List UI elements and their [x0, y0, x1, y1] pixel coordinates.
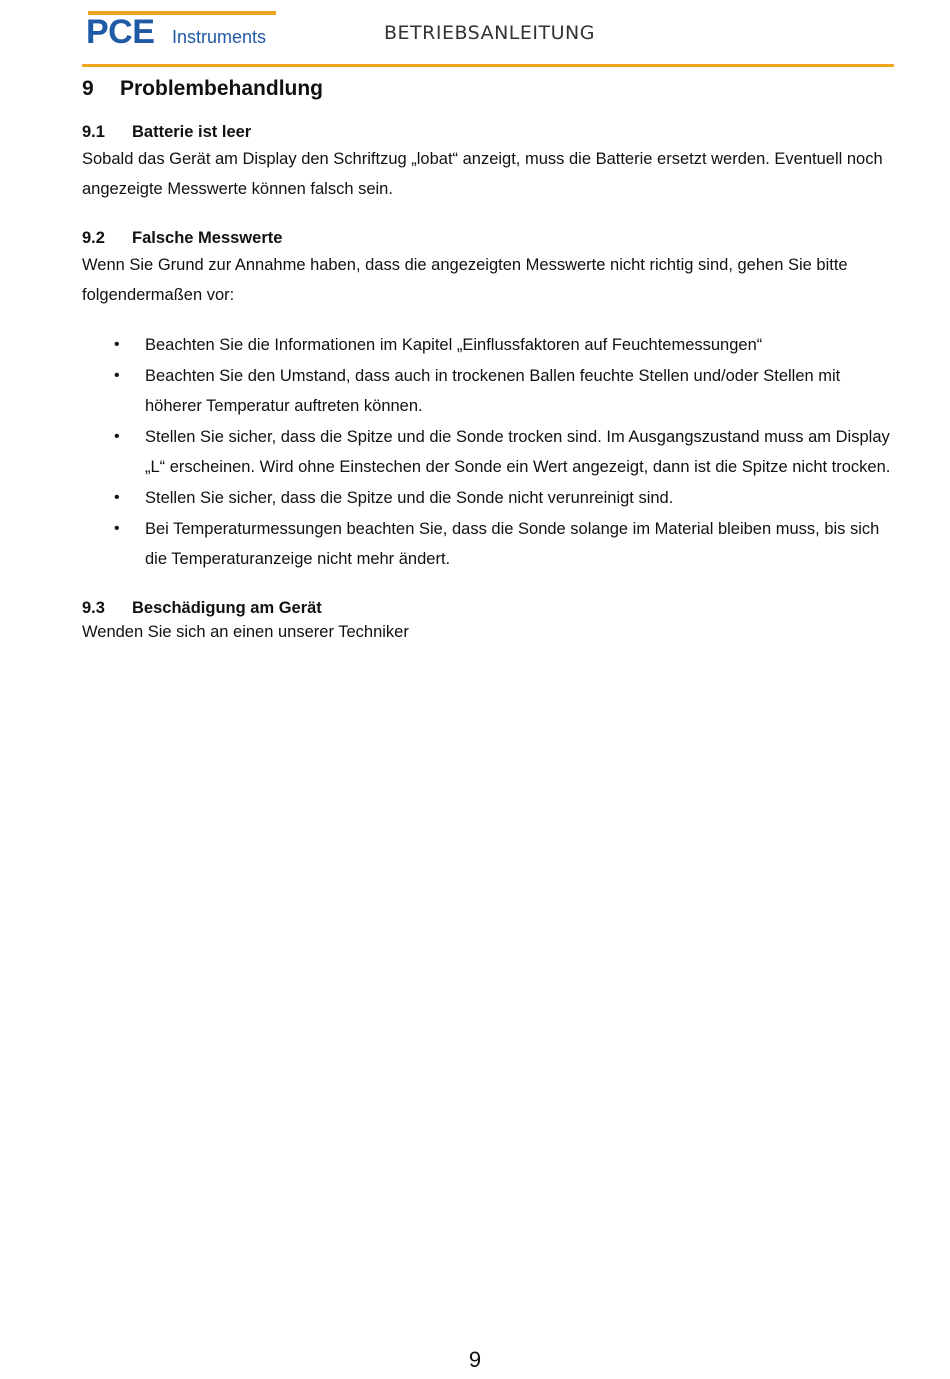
list-item	[82, 330, 897, 360]
chapter-title: Problembehandlung	[120, 77, 324, 100]
troubleshooting-list	[82, 330, 897, 574]
bullet-icon: •	[114, 428, 120, 445]
bullet-icon: •	[114, 367, 120, 384]
section-paragraph: Sobald das Gerät am Display den Schriftzug „lobat“ anzeigt, muss die Batterie ersetzt werden. Eventuell noch angezeigte Messwerte können falsch sein.	[82, 150, 883, 198]
list-item	[82, 422, 897, 482]
section-wrong-values	[82, 226, 897, 574]
section-title: Batterie ist leer	[132, 123, 252, 141]
section-number: 9.2	[82, 229, 105, 247]
page-number: 9	[468, 1347, 482, 1372]
list-item	[82, 483, 897, 513]
section-number: 9.3	[82, 599, 105, 617]
logo-sub-text: Instruments	[172, 27, 267, 47]
bullet-icon: •	[114, 520, 120, 537]
section-heading	[82, 120, 897, 144]
chapter-heading	[82, 74, 897, 104]
section-damage	[82, 596, 897, 644]
section-paragraph: Wenn Sie Grund zur Annahme haben, dass die angezeigten Messwerte nicht richtig sind, gehen Sie bitte folgendermaßen vor:	[82, 256, 848, 304]
bullet-icon: •	[114, 489, 120, 506]
main-content	[82, 74, 897, 644]
section-heading	[82, 226, 897, 250]
list-item	[82, 514, 897, 574]
section-battery	[82, 120, 897, 204]
header-divider	[82, 64, 894, 67]
list-item-text: Beachten Sie die Informationen im Kapitel „Einflussfaktoren auf Feuchtemessungen“	[145, 336, 763, 354]
page-header	[82, 10, 894, 68]
list-item-text: Stellen Sie sicher, dass die Spitze und die Sonde nicht verunreinigt sind.	[145, 489, 674, 507]
document-type-title: BETRIEBSANLEITUNG	[384, 22, 595, 44]
list-item	[82, 361, 897, 421]
section-title: Falsche Messwerte	[132, 229, 283, 247]
bullet-icon: •	[114, 336, 120, 353]
section-heading	[82, 596, 897, 620]
list-item-text: Bei Temperaturmessungen beachten Sie, dass die Sonde solange im Material bleiben muss, bis sich die Temperaturanzeige nicht mehr ändert.	[145, 520, 880, 568]
chapter-number: 9	[82, 77, 94, 100]
pce-logo	[82, 10, 282, 56]
section-number: 9.1	[82, 123, 105, 141]
section-paragraph: Wenden Sie sich an einen unserer Techniker	[82, 623, 409, 641]
section-title: Beschädigung am Gerät	[132, 599, 322, 617]
list-item-text: Beachten Sie den Umstand, dass auch in trockenen Ballen feuchte Stellen und/oder Stellen mit höherer Temperatur auftreten können.	[145, 367, 841, 415]
logo-main-text: PCE	[86, 13, 155, 51]
list-item-text: Stellen Sie sicher, dass die Spitze und die Sonde trocken sind. Im Ausgangszustand muss am Display „L“ erscheinen. Wird ohne Einstechen der Sonde ein Wert angezeigt, dann ist die Spitze nicht trocken.	[145, 428, 891, 476]
